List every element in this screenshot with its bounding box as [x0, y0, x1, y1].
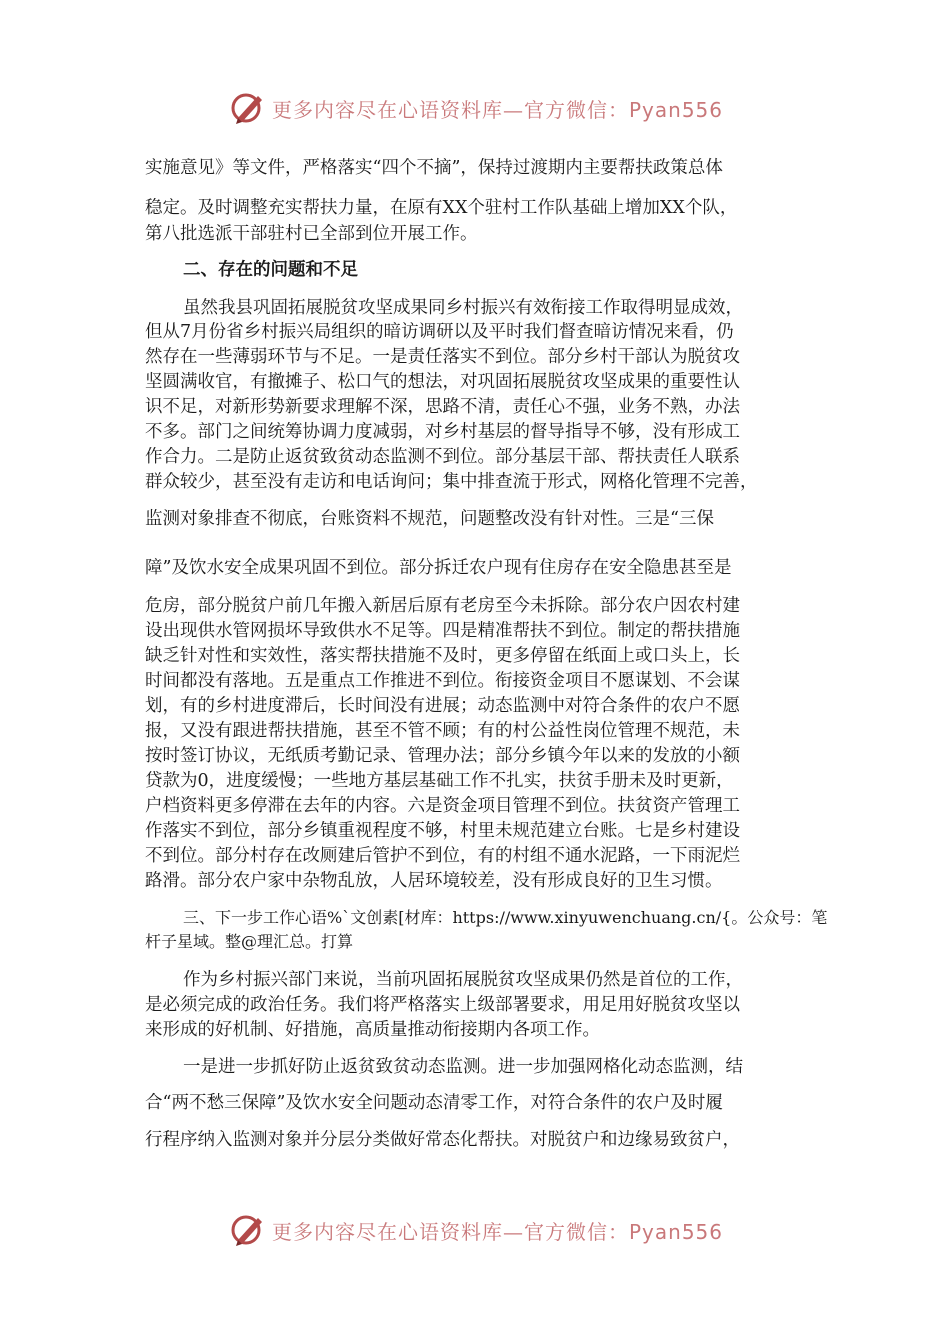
header-banner — [228, 86, 728, 130]
paragraph-line: 识不足，对新形势新要求理解不深，思路不清，责任心不强，业务不熟，办法 — [145, 397, 740, 417]
paragraph-line: 是必须完成的政治任务。我们将严格落实上级部署要求，用足用好脱贫攻坚以 — [145, 995, 740, 1015]
paragraph-line: 障”及饮水安全成果巩固不到位。部分拆迁农户现有住房存在安全隐患甚至是 — [145, 558, 732, 578]
paragraph-line: 监测对象排查不彻底，台账资料不规范，问题整改没有针对性。三是“三保 — [145, 509, 714, 529]
footer-banner — [228, 1208, 728, 1252]
paragraph-line: 群众较少，甚至没有走访和电话询问；集中排查流于形式，网格化管理不完善， — [145, 472, 758, 492]
section-heading-watermarked: 三、下一步工作心语%`文创素[材库：https://www.xinyuwenchuang.cn/{。公众号：笔 — [183, 908, 828, 927]
paragraph-line: 户档资料更多停滞在去年的内容。六是资金项目管理不到位。扶贫资产管理工 — [145, 796, 740, 816]
paragraph-line: 不多。部门之间统筹协调力度减弱，对乡村基层的督导指导不够，没有形成工 — [145, 422, 740, 442]
paragraph-line: 但从7月份省乡村振兴局组织的暗访调研以及平时我们督查暗访情况来看，仍 — [145, 322, 734, 342]
paragraph-line: 稳定。及时调整充实帮扶力量，在原有XX个驻村工作队基础上增加XX个队， — [145, 198, 738, 218]
paragraph-line: 按时签订协议，无纸质考勤记录、管理办法；部分乡镇今年以来的发放的小额 — [145, 746, 740, 766]
banner-text: 更多内容尽在心语资料库—官方微信：Pyan556 — [272, 97, 724, 122]
paragraph-line: 设出现供水管网损坏导致供水不足等。四是精准帮扶不到位。制定的帮扶措施 — [145, 621, 740, 641]
paragraph-line: 虽然我县巩固拓展脱贫攻坚成果同乡村振兴有效衔接工作取得明显成效， — [183, 298, 743, 318]
paragraph-line: 来形成的好机制、好措施，高质量推动衔接期内各项工作。 — [145, 1020, 600, 1040]
paragraph-line: 贷款为0，进度缓慢；一些地方基层基础工作不扎实，扶贫手册未及时更新， — [145, 771, 734, 791]
paragraph-line: 作为乡村振兴部门来说，当前巩固拓展脱贫攻坚成果仍然是首位的工作， — [183, 970, 743, 990]
paragraph-line: 合“两不愁三保障”及饮水安全问题动态清零工作，对符合条件的农户及时履 — [145, 1093, 723, 1113]
paragraph-line: 时间都没有落地。五是重点工作推进不到位。衔接资金项目不愿谋划、不会谋 — [145, 671, 740, 691]
paragraph-line: 报，又没有跟进帮扶措施，甚至不管不顾；有的村公益性岗位管理不规范，未 — [145, 721, 740, 741]
paragraph-line: 作落实不到位，部分乡镇重视程度不够，村里未规范建立台账。七是乡村建设 — [145, 821, 740, 841]
pen-logo-icon — [228, 1210, 268, 1250]
paragraph-line: 不到位。部分村存在改厕建后管护不到位，有的村组不通水泥路，一下雨泥烂 — [145, 846, 740, 866]
paragraph-line: 坚圆满收官，有撤摊子、松口气的想法，对巩固拓展脱贫攻坚成果的重要性认 — [145, 372, 740, 392]
paragraph-line: 一是进一步抓好防止返贫致贫动态监测。进一步加强网格化动态监测，结 — [183, 1057, 743, 1077]
paragraph-line: 路滑。部分农户家中杂物乱放，人居环境较差，没有形成良好的卫生习惯。 — [145, 871, 723, 891]
paragraph-line: 第八批选派干部驻村已全部到位开展工作。 — [145, 224, 478, 244]
paragraph-line: 缺乏针对性和实效性，落实帮扶措施不及时，更多停留在纸面上或口头上，长 — [145, 646, 740, 666]
section-heading: 二、存在的问题和不足 — [183, 260, 358, 280]
banner-text: 更多内容尽在心语资料库—官方微信：Pyan556 — [272, 1219, 724, 1244]
paragraph-line: 作合力。二是防止返贫致贫动态监测不到位。部分基层干部、帮扶责任人联系 — [145, 447, 740, 467]
pen-logo-icon — [228, 88, 268, 128]
paragraph-line: 然存在一些薄弱环节与不足。一是责任落实不到位。部分乡村干部认为脱贫攻 — [145, 347, 740, 367]
paragraph-line: 行程序纳入监测对象并分层分类做好常态化帮扶。对脱贫户和边缘易致贫户， — [145, 1130, 740, 1150]
paragraph-line: 实施意见》等文件，严格落实“四个不摘”，保持过渡期内主要帮扶政策总体 — [145, 158, 723, 178]
paragraph-line: 危房，部分脱贫户前几年搬入新居后原有老房至今未拆除。部分农户因农村建 — [145, 596, 740, 616]
paragraph-line: 杆子星域。整@理汇总。打算 — [145, 932, 354, 951]
paragraph-line: 划，有的乡村进度滞后，长时间没有进展；动态监测中对符合条件的农户不愿 — [145, 696, 740, 716]
